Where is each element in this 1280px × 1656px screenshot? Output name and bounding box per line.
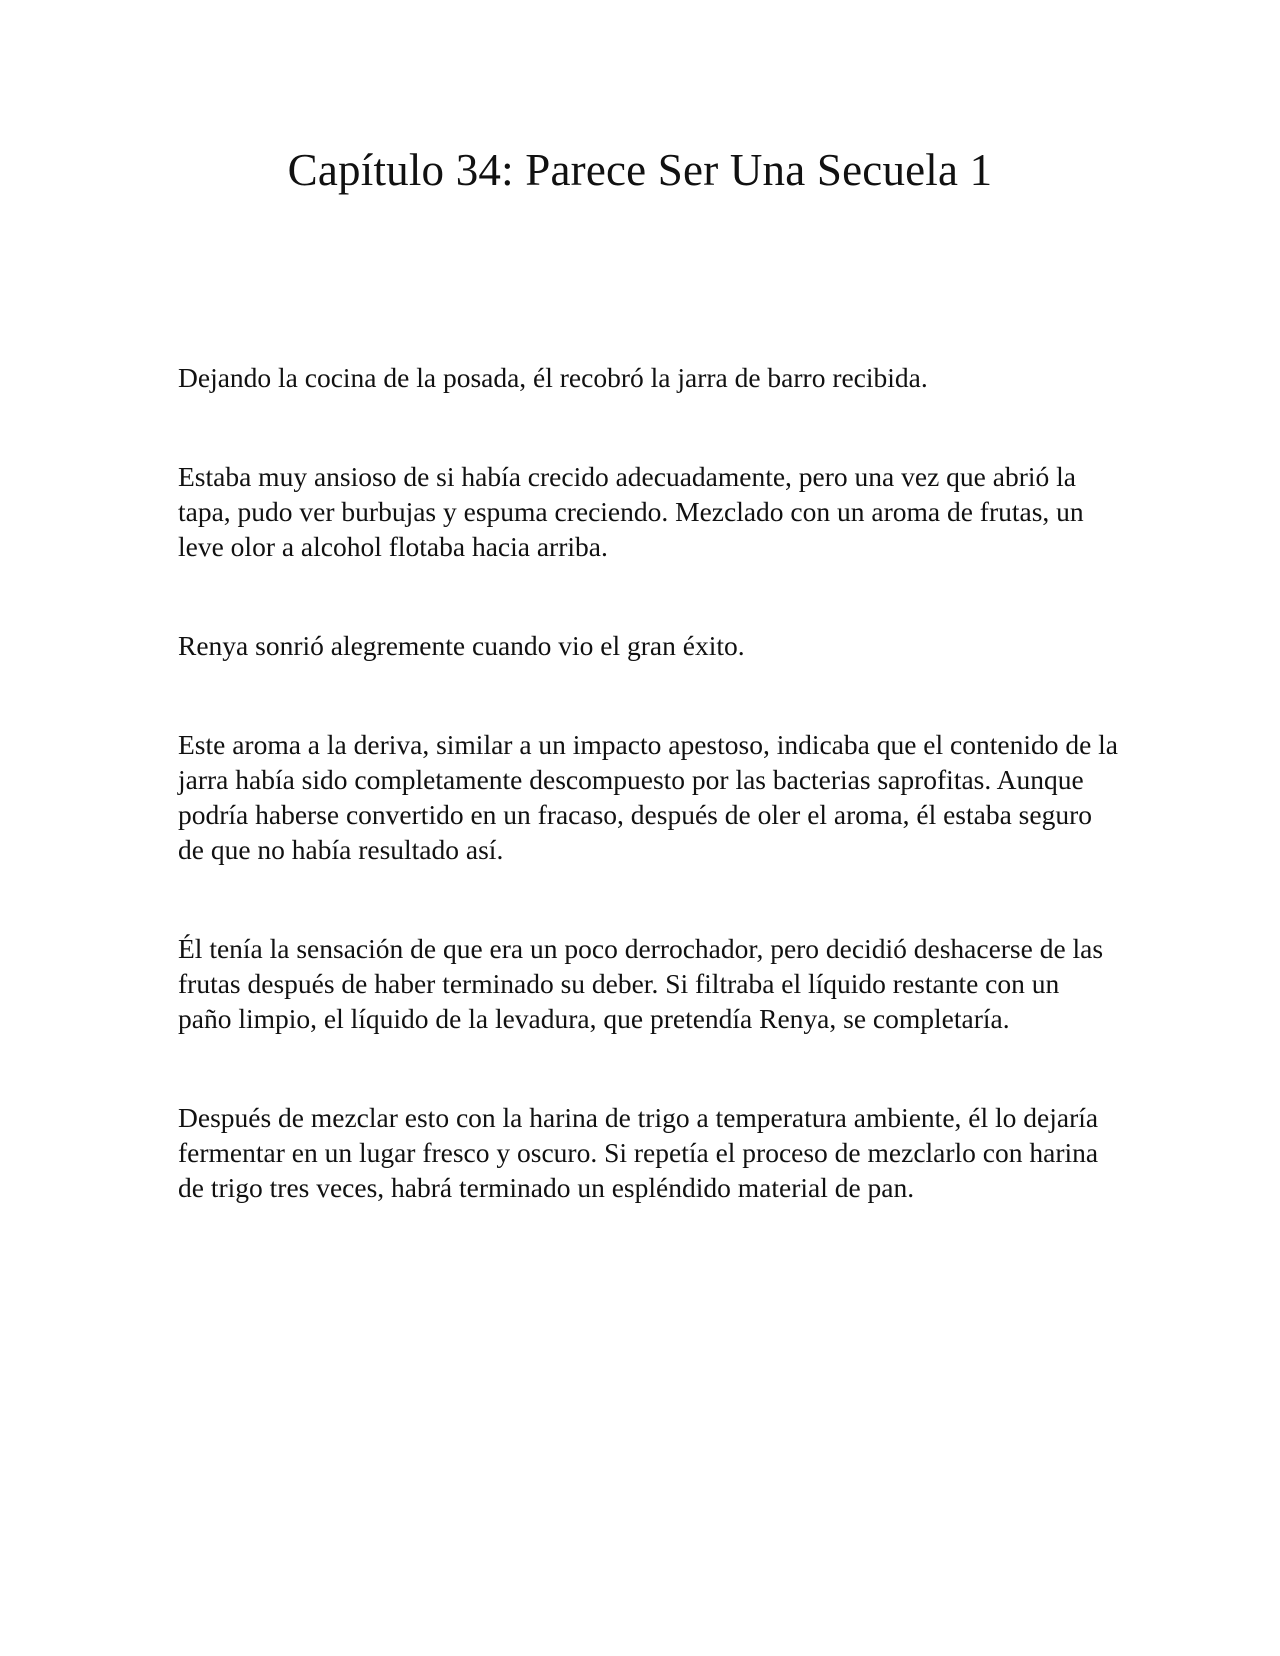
paragraph-2: Estaba muy ansioso de si había crecido adecuadamente, pero una vez que abrió la tapa, pudo ver burbujas y espuma creciendo. Mezclado con un aroma de frutas, un leve olor a alcohol flotaba hacia arriba.: [178, 461, 1084, 562]
paragraph-6: Después de mezclar esto con la harina de trigo a temperatura ambiente, él lo dejaría fermentar en un lugar fresco y oscuro. Si repetía el proceso de mezclarlo con harina de trigo tres veces, habrá terminado un espléndido material de pan.: [178, 1102, 1099, 1203]
chapter-title: Capítulo 34: Parece Ser Una Secuela 1: [287, 145, 993, 195]
paragraph-5: Él tenía la sensación de que era un poco derrochador, pero decidió deshacerse de las frutas después de haber terminado su deber. Si filtraba el líquido restante con un paño limpio, el líquido de la levadura, que pretendía Renya, se completaría.: [178, 933, 1104, 1034]
paragraph-1: Dejando la cocina de la posada, él recobró la jarra de barro recibida.: [178, 362, 928, 393]
chapter-body: [178, 360, 1118, 1269]
paragraph-4: Este aroma a la deriva, similar a un impacto apestoso, indicaba que el contenido de la jarra había sido completamente descompuesto por las bacterias saprofitas. Aunque podría haberse convertido en un fracaso, después de oler el aroma, él estaba seguro de que no había resultado así.: [178, 729, 1119, 865]
paragraph-3: Renya sonrió alegremente cuando vio el gran éxito.: [178, 630, 745, 661]
